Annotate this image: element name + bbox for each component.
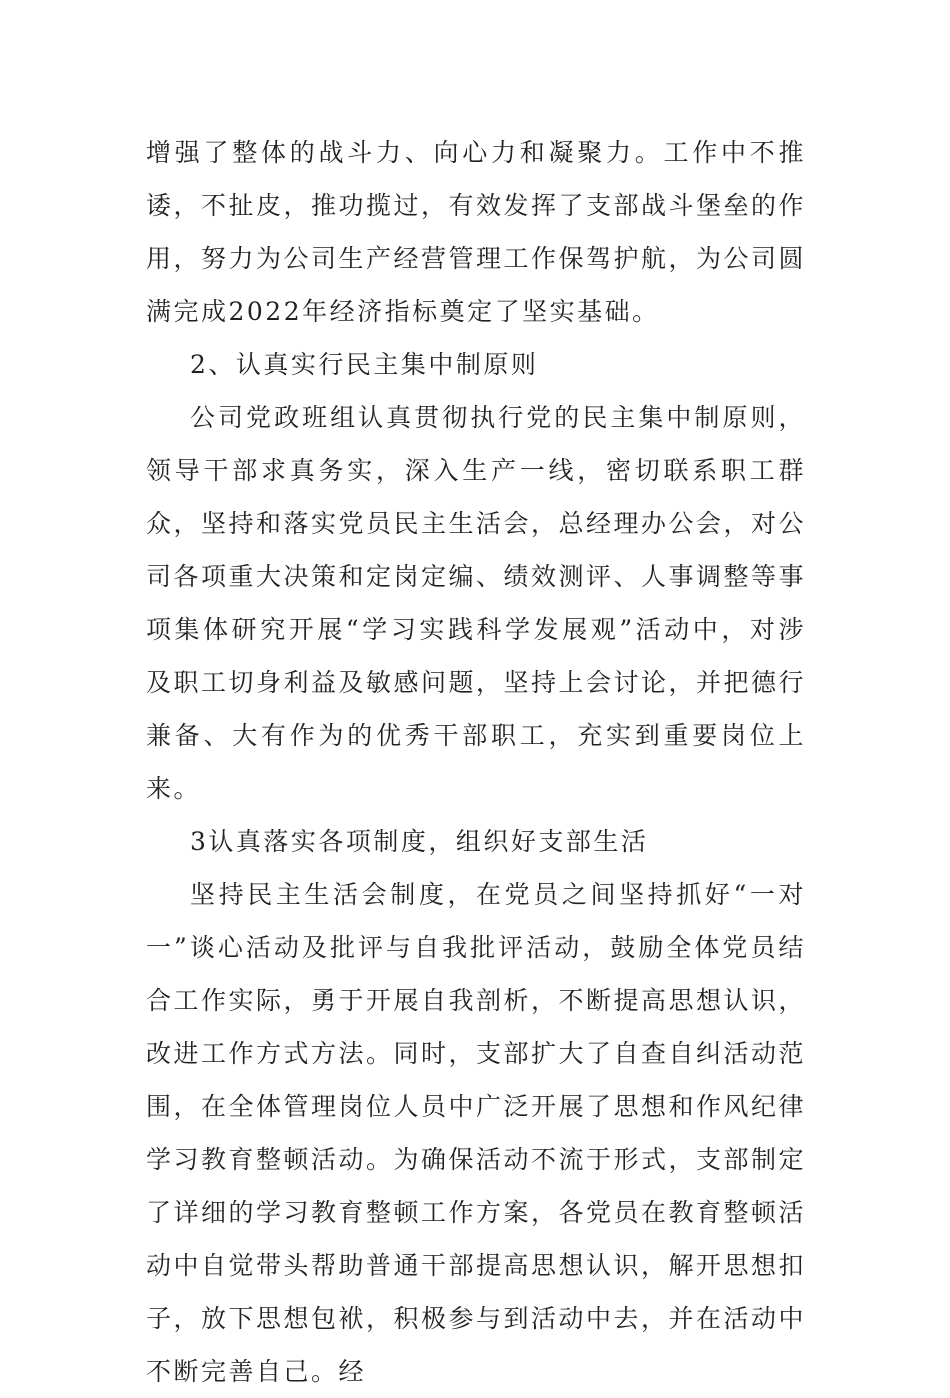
section-heading-3: 3认真落实各项制度，组织好支部生活	[190, 827, 649, 856]
document-body	[146, 126, 806, 1398]
paragraph-continuation: 增强了整体的战斗力、向心力和凝聚力。工作中不推诿，不扯皮，推功揽过，有效发挥了支部战斗堡垒的作用，努力为公司生产经营管理工作保驾护航，为公司圆满完成2022年经济指标奠定了坚实基础。	[146, 138, 807, 326]
paragraph-democratic-centralism: 公司党政班组认真贯彻执行党的民主集中制原则，领导干部求真务实，深入生产一线，密切联系职工群众，坚持和落实党员民主生活会，总经理办公会，对公司各项重大决策和定岗定编、绩效测评、人事调整等事项集体研究开展“学习实践科学发展观”活动中，对涉及职工切身利益及敏感问题，坚持上会讨论，并把德行兼备、大有作为的优秀干部职工，充实到重要岗位上来。	[146, 403, 807, 803]
paragraph-branch-life: 坚持民主生活会制度，在党员之间坚持抓好“一对一”谈心活动及批评与自我批评活动，鼓励全体党员结合工作实际，勇于开展自我剖析，不断提高思想认识，改进工作方式方法。同时，支部扩大了自查自纠活动范围，在全体管理岗位人员中广泛开展了思想和作风纪律学习教育整顿活动。为确保活动不流于形式，支部制定了详细的学习教育整顿工作方案，各党员在教育整顿活动中自觉带头帮助普通干部提高思想认识，解开思想扣子，放下思想包袱，积极参与到活动中去，并在活动中不断完善自己。经	[146, 880, 807, 1386]
section-heading-2: 2、认真实行民主集中制原则	[190, 350, 539, 379]
